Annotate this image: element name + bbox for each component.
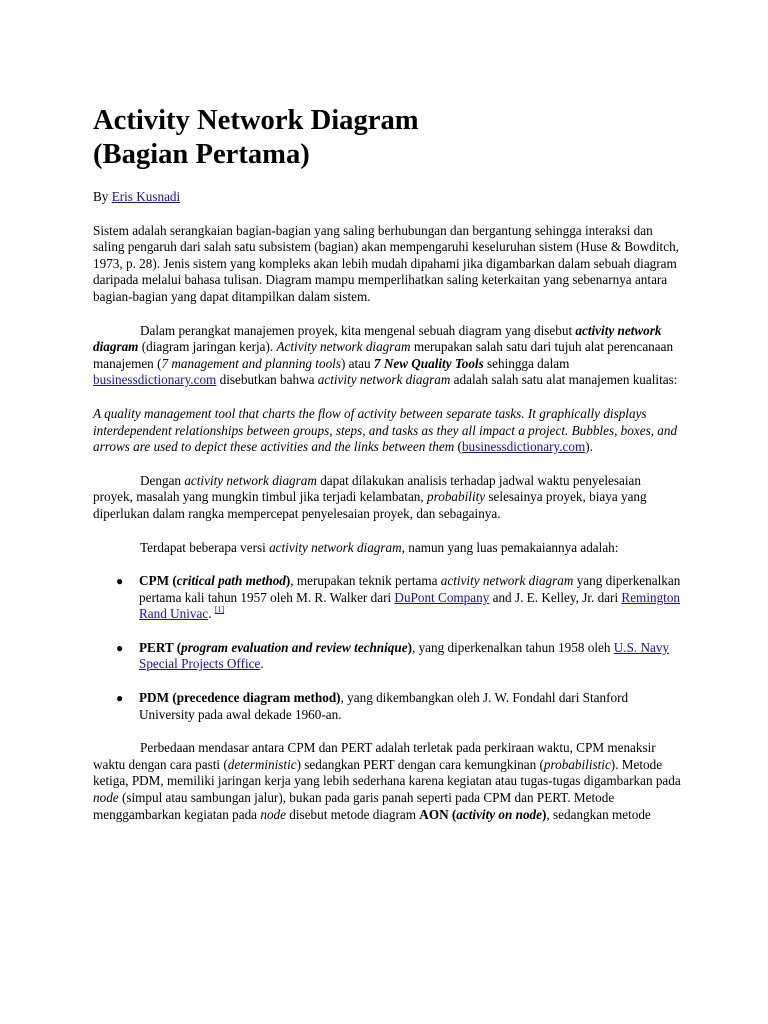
text: ) sedangkan PERT dengan cara kemungkinan ( <box>296 756 544 772</box>
emphasis: deterministic <box>227 756 297 772</box>
text: merupakan salah satu dari tujuh alat perencanaan manajemen ( <box>93 339 674 371</box>
text: Perbedaan mendasar antara CPM dan PERT adalah terletak pada perkiraan waktu, CPM menaksir waktu dengan cara pasti ( <box>93 740 656 772</box>
emphasis: node <box>260 806 286 822</box>
list-item-pdm <box>93 690 683 723</box>
remington-link[interactable]: Remington Rand Univac <box>139 589 681 622</box>
quote-text: A quality management tool that charts the flow of activity between separate tasks. It graphically displays interdependent relationships between groups, steps, and tasks as they all impact a project. Bubbles, boxes, and arrows are used to depict these activities and the links between them <box>93 405 678 455</box>
text: disebutkan bahwa <box>216 372 318 388</box>
emphasis: activity on node <box>456 806 543 822</box>
paragraph-intro: Sistem adalah serangkaian bagian-bagian yang saling berhubungan dan bergantung sehingga interaksi dan saling pengaruh dari salah satu subsistem (bagian) akan mempengaruhi keseluruhan sistem (Huse & Bowditch, 1973, p. 28). Jenis sistem yang kompleks akan lebih mudah dipahami jika digambarkan dalam sebuah diagram daripada melalui bahasa tulisan. Diagram mampu memperlihatkan saling keterkaitan yang sebenarnya antara bagian-bagian yang dapat ditampilkan dalam sistem. <box>93 222 679 304</box>
text: dapat dilakukan analisis terhadap jadwal waktu penyelesaian proyek, masalah yang mungkin timbul jika terjadi kelambatan, <box>93 472 641 505</box>
emphasis: Activity network diagram <box>276 339 411 355</box>
text: Terdapat beberapa versi <box>140 539 270 555</box>
text: AON ( <box>419 806 457 822</box>
emphasis: activity network diagram <box>317 372 451 388</box>
emphasis: activity network diagram <box>440 573 574 589</box>
text: , namun yang luas pemakaiannya adalah: <box>401 539 619 555</box>
document-page <box>93 104 683 823</box>
paragraph-analysis <box>93 473 683 523</box>
paragraph-differences <box>93 740 683 823</box>
text: ) atau <box>340 355 374 371</box>
list-item-cpm <box>93 573 683 623</box>
text: selesainya proyek, biaya yang diperlukan dalam rangka mempercepat penyelesaian proyek, dan sebagainya. <box>93 489 647 521</box>
byline <box>93 189 683 206</box>
emphasis: 7 New Quality Tools <box>373 355 484 371</box>
quote-paragraph <box>93 406 683 456</box>
text: yang diperkenalkan pertama kali tahun 1957 oleh M. R. Walker dari <box>139 573 681 605</box>
text: ). <box>585 439 593 455</box>
text: ) <box>542 806 547 822</box>
text: PDM (precedence diagram method) <box>139 690 341 706</box>
text: sehingga dalam <box>483 355 570 371</box>
text: and J. E. Kelley, Jr. dari <box>489 589 622 605</box>
navy-office-link[interactable]: U.S. Navy Special Projects Office <box>139 639 670 672</box>
text: CPM ( <box>139 573 177 589</box>
page-title-line-2: (Bagian Pertama) <box>93 139 310 170</box>
emphasis: probability <box>427 489 486 505</box>
emphasis: node <box>93 790 119 806</box>
text: . <box>208 606 215 622</box>
emphasis: activity network diagram <box>184 472 317 488</box>
text: disebut metode diagram <box>285 806 420 822</box>
emphasis: program evaluation and review technique <box>181 639 408 655</box>
text: , sedangkan metode <box>546 806 651 822</box>
text: PERT ( <box>139 639 182 655</box>
text: ) <box>407 639 412 655</box>
text: (diagram jaringan kerja). <box>138 339 277 355</box>
page-title-line-1: Activity Network Diagram <box>93 105 419 136</box>
text: Dalam perangkat manajemen proyek, kita mengenal sebuah diagram yang disebut <box>140 322 576 338</box>
text: , merupakan teknik pertama <box>290 573 441 589</box>
method-list <box>93 573 683 723</box>
emphasis: activity network diagram <box>93 322 662 355</box>
byline-prefix: By <box>93 189 112 204</box>
bullet-icon: ● <box>116 691 124 706</box>
businessdictionary-link[interactable]: businessdictionary.com <box>93 372 217 388</box>
reference-link[interactable]: [1] <box>214 605 225 615</box>
businessdictionary-quote-link[interactable]: businessdictionary.com <box>461 439 586 455</box>
text: , yang dikembangkan oleh J. W. Fondahl dari Stanford University pada awal dekade 1960-an. <box>139 690 629 722</box>
dupont-link[interactable]: DuPont Company <box>394 589 490 605</box>
author-link[interactable]: Eris Kusnadi <box>111 189 181 204</box>
emphasis: probabilistic <box>543 756 611 772</box>
emphasis: critical path method <box>176 573 286 589</box>
text: Dengan <box>140 472 185 488</box>
text: ( <box>454 439 462 455</box>
paragraph-versions <box>93 540 683 557</box>
text: adalah salah satu alat manajemen kualitas: <box>450 372 678 388</box>
emphasis: activity network diagram <box>269 539 402 555</box>
text: , yang diperkenalkan tahun 1958 oleh <box>411 639 614 655</box>
bullet-icon: ● <box>116 574 124 589</box>
list-item-pert <box>93 640 683 673</box>
text: (simpul atau sambungan jalur), bukan pada garis panah seperti pada CPM dan PERT. Metode menggambarkan kegiatan pada <box>93 790 615 822</box>
text: . <box>260 656 264 672</box>
text: ) <box>285 573 291 589</box>
bullet-icon: ● <box>116 640 124 655</box>
emphasis: 7 management and planning tools <box>161 355 341 371</box>
page-title <box>93 104 683 172</box>
paragraph-definition <box>93 323 683 389</box>
text: ). Metode ketiga, PDM, memiliki jaringan kerja yang lebih sederhana karena kegiatan atau tugas-tugas digambarkan pada <box>93 756 681 789</box>
